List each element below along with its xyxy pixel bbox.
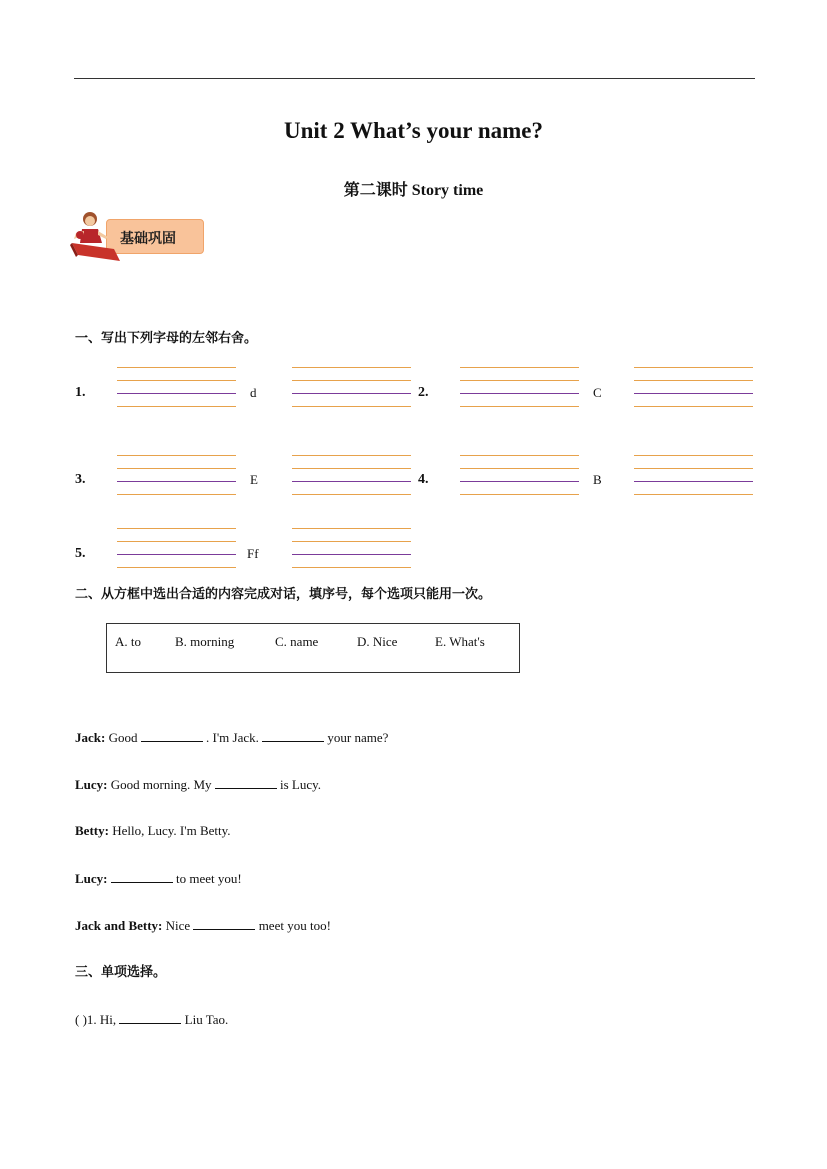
section-badge [68, 207, 208, 265]
writing-lines[interactable] [117, 367, 236, 407]
q4-letter: B [593, 472, 602, 487]
speaker: Betty: [75, 823, 109, 838]
speaker: Jack and Betty: [75, 918, 163, 933]
writing-lines[interactable] [460, 455, 579, 495]
option-c: C. name [275, 634, 319, 649]
writing-lines[interactable] [117, 528, 236, 568]
answer-blank[interactable] [119, 1011, 181, 1024]
dialogue-text: . I'm Jack. [202, 730, 263, 745]
dialogue-text: meet you too! [255, 918, 331, 933]
section3-title: 三、单项选择。 [75, 965, 167, 980]
writing-lines[interactable] [460, 367, 579, 407]
answer-blank[interactable] [193, 917, 255, 930]
question-suffix: Liu Tao. [181, 1012, 229, 1027]
writing-lines[interactable] [634, 455, 753, 495]
dialogue-text: Hello, Lucy. I'm Betty. [108, 823, 231, 838]
answer-blank[interactable] [262, 729, 324, 742]
dialogue-text: Good [105, 730, 141, 745]
dialogue-line [75, 776, 321, 793]
page-title: Unit 2 What’s your name? [284, 118, 543, 143]
dialogue-line [75, 729, 388, 746]
writing-lines[interactable] [634, 367, 753, 407]
dialogue-line [75, 917, 331, 934]
writing-lines[interactable] [292, 367, 411, 407]
writing-lines[interactable] [292, 455, 411, 495]
answer-blank[interactable] [215, 776, 277, 789]
page-subtitle: 第二课时 Story time [343, 182, 484, 199]
q5-letter: Ff [247, 546, 259, 561]
kid-on-book-icon [68, 207, 128, 265]
badge-label: 基础巩固 [120, 231, 176, 247]
q2-number: 2. [418, 385, 429, 400]
speaker: Jack: [75, 730, 106, 745]
option-d: D. Nice [357, 634, 398, 649]
q3-letter: E [250, 472, 258, 487]
q5-number: 5. [75, 546, 86, 561]
writing-lines[interactable] [117, 455, 236, 495]
q2-letter: C [593, 385, 602, 400]
writing-lines[interactable] [292, 528, 411, 568]
dialogue-text: Nice [162, 918, 194, 933]
dialogue-line [75, 870, 242, 887]
dialogue-text: is Lucy. [276, 777, 322, 792]
speaker: Lucy: [75, 871, 108, 886]
option-e: E. What's [435, 634, 485, 649]
dialogue-text: to meet you! [172, 871, 242, 886]
question-prefix: ( )1. Hi, [75, 1012, 120, 1027]
speaker: Lucy: [75, 777, 108, 792]
q1-number: 1. [75, 385, 86, 400]
q1-letter: d [250, 385, 257, 400]
answer-blank[interactable] [141, 729, 203, 742]
section1-title: 一、写出下列字母的左邻右舍。 [75, 331, 258, 346]
q4-number: 4. [418, 472, 429, 487]
option-a: A. to [115, 634, 141, 649]
dialogue-text: your name? [324, 730, 389, 745]
dialogue-line [75, 823, 231, 839]
dialogue-text: Good morning. My [107, 777, 215, 792]
answer-blank[interactable] [111, 870, 173, 883]
header-rule [74, 78, 755, 79]
section2-title: 二、从方框中选出合适的内容完成对话，填序号，每个选项只能用一次。 [75, 587, 492, 602]
choice-question [75, 1011, 228, 1028]
option-b: B. morning [175, 634, 235, 649]
q3-number: 3. [75, 472, 86, 487]
option-box [106, 623, 520, 673]
